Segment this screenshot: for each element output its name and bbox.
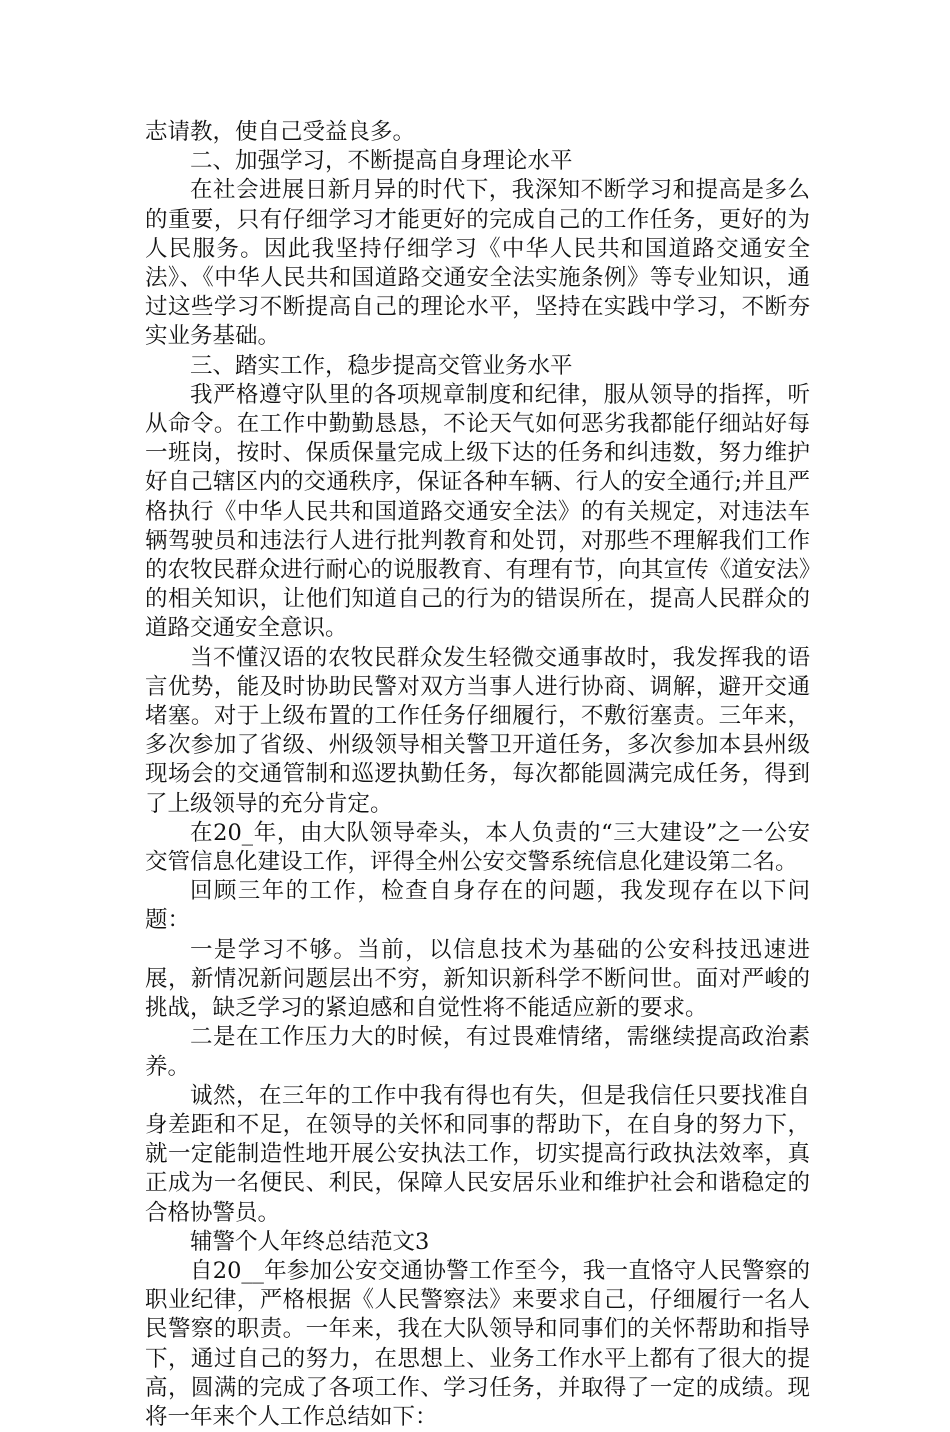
paragraph-problem-one: 一是学习不够。当前，以信息技术为基础的公安科技迅速进展，新情况新问题层出不穷，新知识新科学不断问世。面对严峻的挑战，缺乏学习的紧迫感和自觉性将不能适应新的要求。 bbox=[145, 936, 810, 1022]
paragraph-conclusion: 诚然，在三年的工作中我有得也有失，但是我信任只要找准自身差距和不足，在领导的关怀和同事的帮助下，在自身的努力下，就一定能制造性地开展公安执法工作，切实提高行政执法效率，真正成为一名便民、利民，保障人民安居乐业和维护社会和谐稳定的合格协警员。 bbox=[145, 1082, 810, 1226]
document-page bbox=[145, 118, 810, 1432]
paragraph-continuation: 志请教，使自己受益良多。 bbox=[145, 119, 416, 145]
paragraph-article-3-intro: 自20__年参加公安交通协警工作至今，我一直恪守人民警察的职业纪律，严格根据《人民警察法》来要求自己，仔细履行一名人民警察的职责。一年来，我在大队领导和同事们的关怀帮助和指导下，通过自己的努力，在思想上、业务工作水平上都有了很大的提高，圆满的完成了各项工作、学习任务，并取得了一定的成绩。现将一年来个人工作总结如下： bbox=[145, 1257, 810, 1430]
paragraph-study: 在社会进展日新月异的时代下，我深知不断学习和提高是多么的重要，只有仔细学习才能更好的完成自己的工作任务，更好的为人民服务。因此我坚持仔细学习《中华人民共和国道路交通安全法》、《中华人民共和国道路交通安全法实施条例》等专业知识，通过这些学习不断提高自己的理论水平，坚持在实践中学习，不断夯实业务基础。 bbox=[145, 177, 810, 350]
paragraph-language-advantage: 当不懂汉语的农牧民群众发生轻微交通事故时，我发挥我的语言优势，能及时协助民警对双方当事人进行协商、调解，避开交通堵塞。对于上级布置的工作任务仔细履行，不敷衍塞责。三年来，多次参加了省级、州级领导相关警卫开道任务，多次参加本县州级现场会的交通管制和巡逻执勤任务，每次都能圆满完成任务，得到了上级领导的充分肯定。 bbox=[145, 644, 810, 817]
section-heading-2: 二、加强学习，不断提高自身理论水平 bbox=[190, 148, 573, 175]
paragraph-problem-two: 二是在工作压力大的时候，有过畏难情绪，需继续提高政治素养。 bbox=[145, 1024, 810, 1080]
paragraph-work-discipline: 我严格遵守队里的各项规章制度和纪律，服从领导的指挥，听从命令。在工作中勤勤恳恳，不论天气如何恶劣我都能仔细站好每一班岗，按时、保质保量完成上级下达的任务和纠违数，努力维护好自己辖区内的交通秩序，保证各种车辆、行人的安全通行;并且严格执行《中华人民共和国道路交通安全法》的有关规定，对违法车辆驾驶员和违法行人进行批判教育和处罚，对那些不理解我们工作的农牧民群众进行耐心的说服教育、有理有节，向其宣传《道安法》的相关知识，让他们知道自己的行为的错误所在，提高人民群众的道路交通安全意识。 bbox=[145, 381, 810, 642]
section-heading-3: 三、踏实工作，稳步提高交管业务水平 bbox=[190, 352, 573, 379]
paragraph-review: 回顾三年的工作，检查自身存在的问题，我发现存在以下问题： bbox=[145, 878, 810, 934]
paragraph-informatization: 在20_年，由大队领导牵头，本人负责的“三大建设”之一公安交管信息化建设工作，评得全州公安交警系统信息化建设第二名。 bbox=[145, 819, 810, 876]
article-heading-3: 辅警个人年终总结范文3 bbox=[190, 1228, 430, 1255]
